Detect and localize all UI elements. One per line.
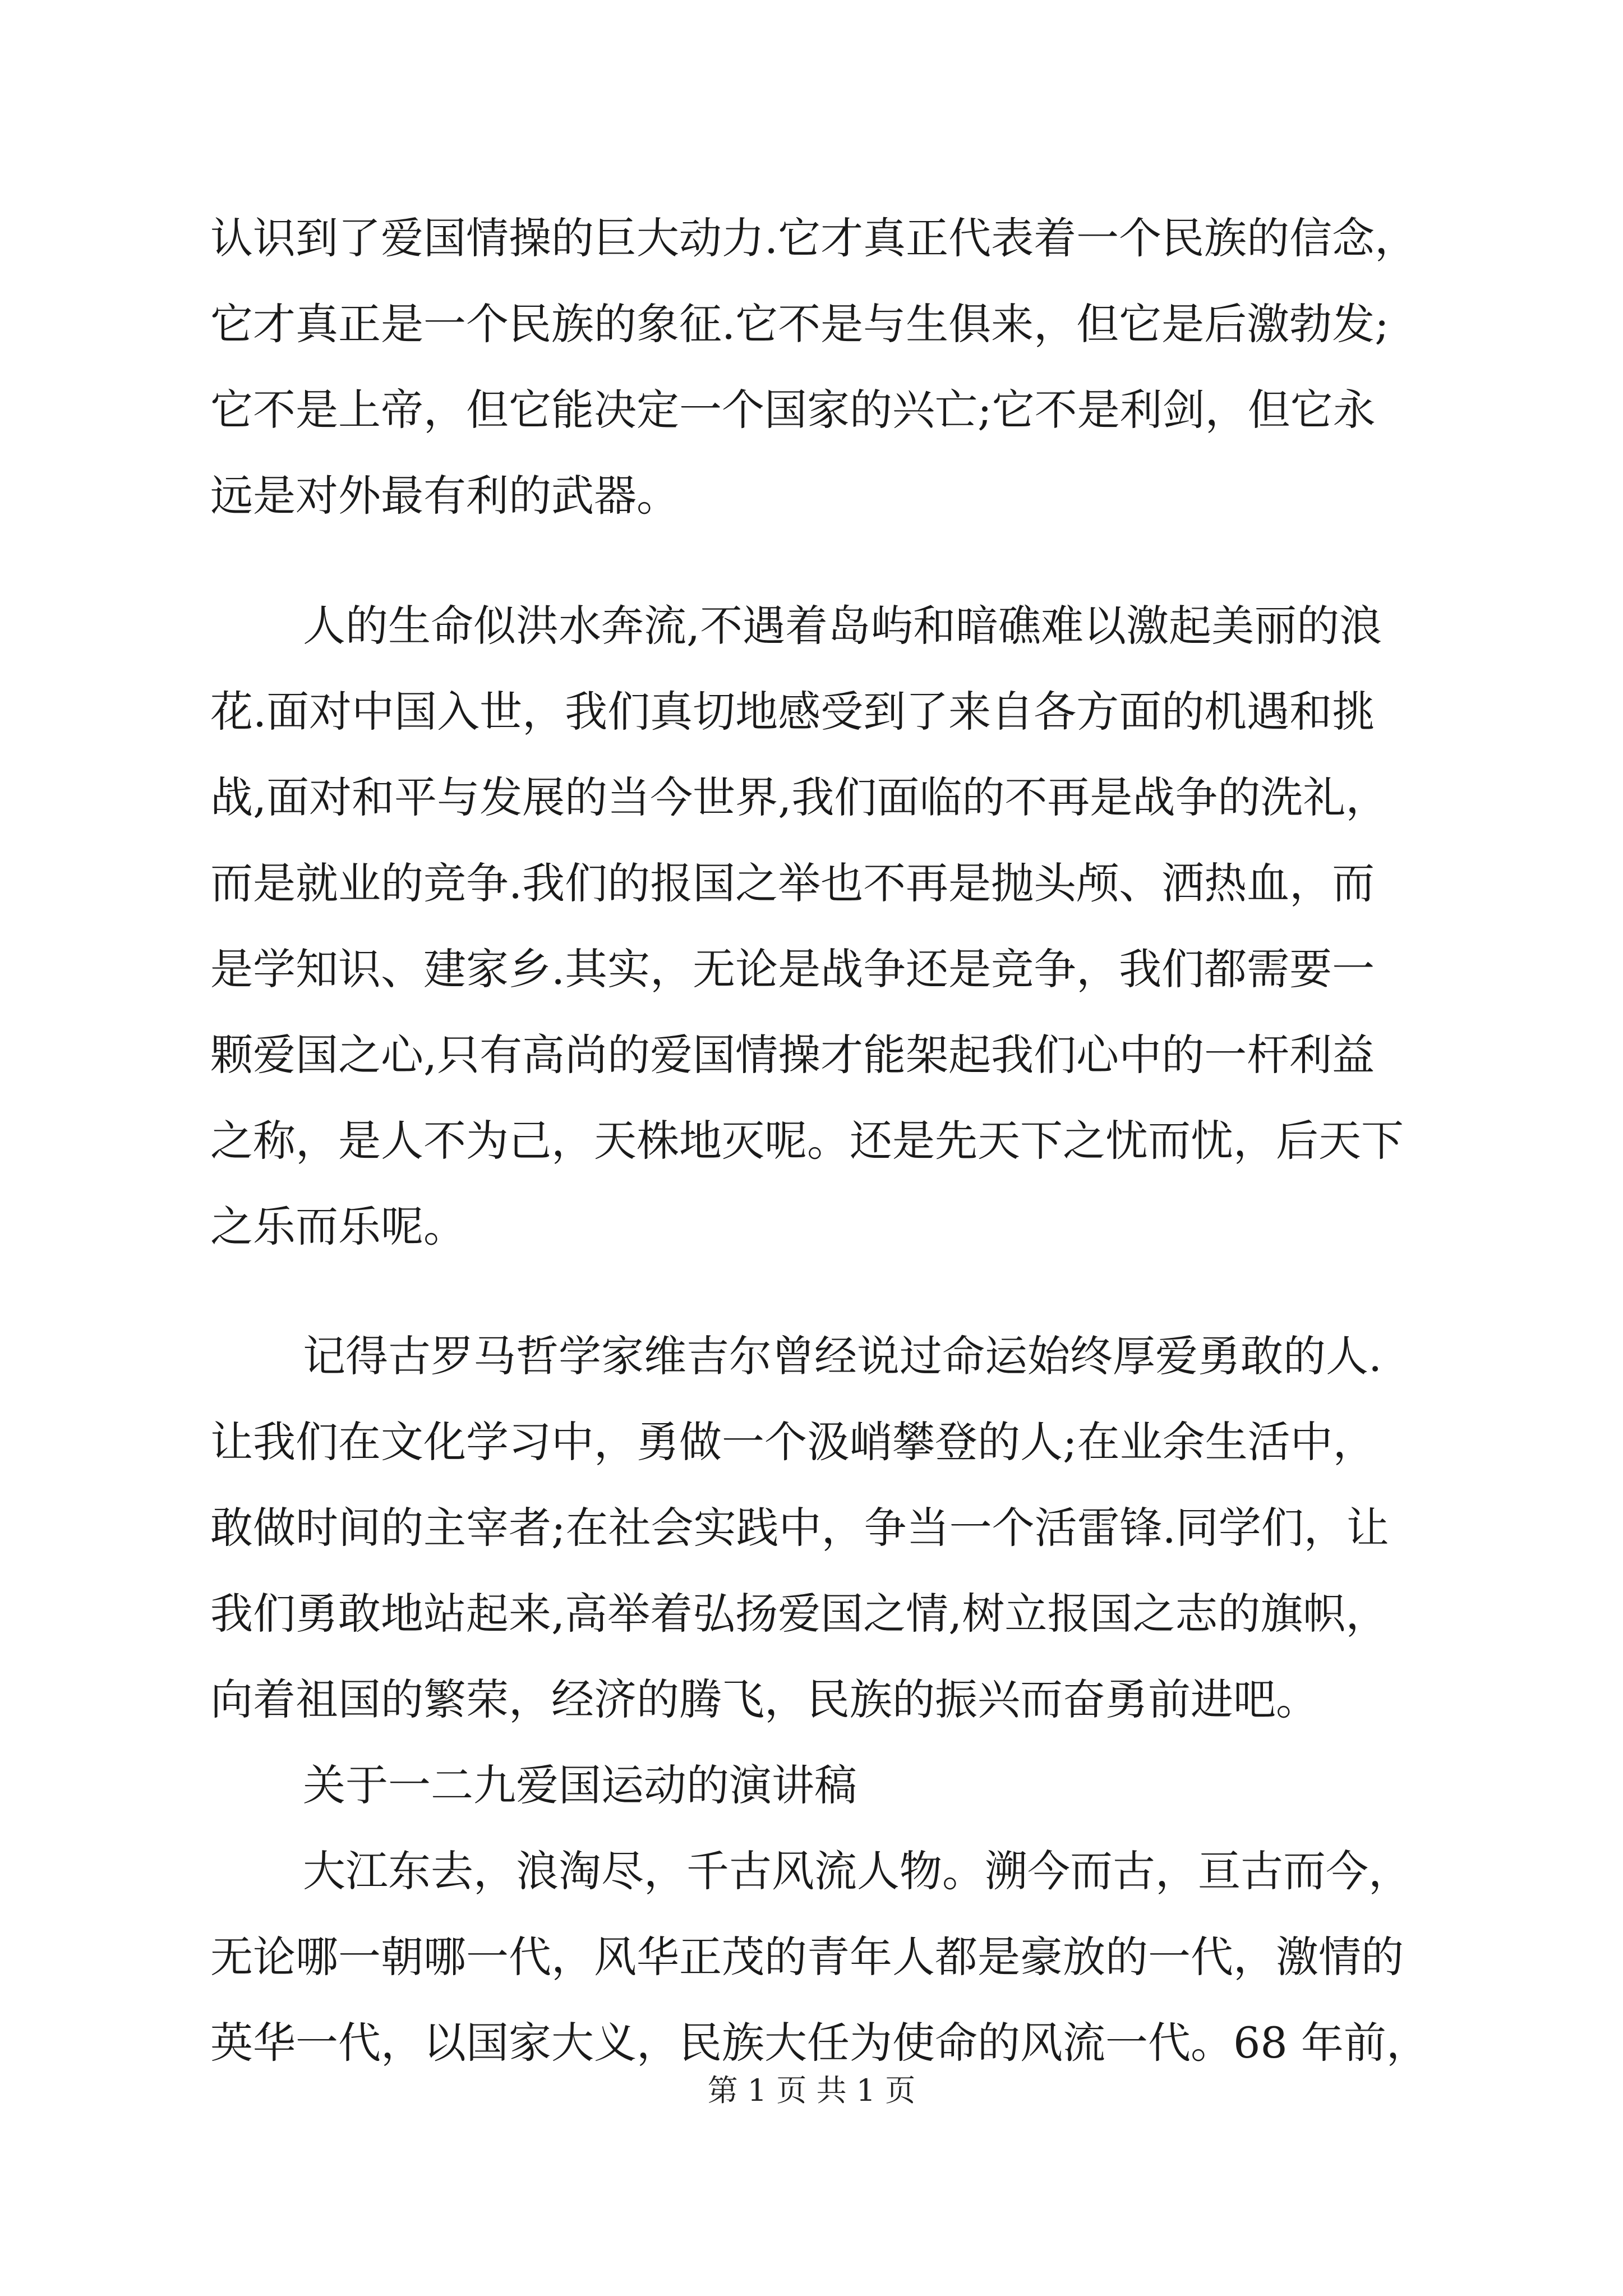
- section-heading: 关于一二九爱国运动的演讲稿: [303, 1760, 857, 1810]
- text-line: 英华一代，以国家大义，民族大任为使命的风流一代。68 年前，: [210, 2018, 1429, 2068]
- text-line: 花.面对中国入世，我们真切地感受到了来自各方面的机遇和挑: [210, 687, 1375, 737]
- text-line: 它不是上帝，但它能决定一个国家的兴亡;它不是利剑，但它永: [210, 385, 1376, 435]
- text-line: 我们勇敢地站起来,高举着弘扬爱国之情,树立报国之志的旗帜，: [210, 1589, 1389, 1639]
- text-line: 是学知识、建家乡.其实，无论是战争还是竞争，我们都需要一: [210, 944, 1375, 994]
- text-line: 之称，是人不为己，天株地灭呢。还是先天下之忧而忧，后天下: [210, 1116, 1404, 1166]
- text-line: 之乐而乐呢。: [210, 1202, 466, 1251]
- text-line: 它才真正是一个民族的象征.它不是与生俱来，但它是后激勃发;: [210, 299, 1389, 349]
- text-line: 颗爱国之心,只有高尚的爱国情操才能架起我们心中的一杆利益: [210, 1030, 1375, 1080]
- text-line: 远是对外最有利的武器。: [210, 471, 679, 521]
- text-line: 敢做时间的主宰者;在社会实践中，争当一个活雷锋.同学们，让: [210, 1503, 1389, 1553]
- text-line: 而是就业的竞争.我们的报国之举也不再是抛头颅、洒热血，而: [210, 858, 1375, 908]
- text-line: 认识到了爱国情操的巨大动力.它才真正代表着一个民族的信念，: [210, 213, 1418, 263]
- page-number-footer: 第 1 页 共 1 页: [707, 2073, 916, 2108]
- text-line: 向着祖国的繁荣，经济的腾飞，民族的振兴而奋勇前进吧。: [210, 1674, 1318, 1724]
- text-line: 战,面对和平与发展的当今世界,我们面临的不再是战争的洗礼，: [210, 772, 1389, 822]
- text-line: 让我们在文化学习中，勇做一个汲峭攀登的人;在业余生活中，: [210, 1417, 1376, 1467]
- text-line: 无论哪一朝哪一代，风华正茂的青年人都是豪放的一代，激情的: [210, 1932, 1404, 1982]
- text-line: 大江东去，浪淘尽，千古风流人物。溯今而古，亘古而今，: [303, 1846, 1411, 1896]
- text-line: 人的生命似洪水奔流,不遇着岛屿和暗礁难以激起美丽的浪: [303, 601, 1382, 651]
- text-line: 记得古罗马哲学家维吉尔曾经说过命运始终厚爱勇敢的人.: [303, 1331, 1382, 1381]
